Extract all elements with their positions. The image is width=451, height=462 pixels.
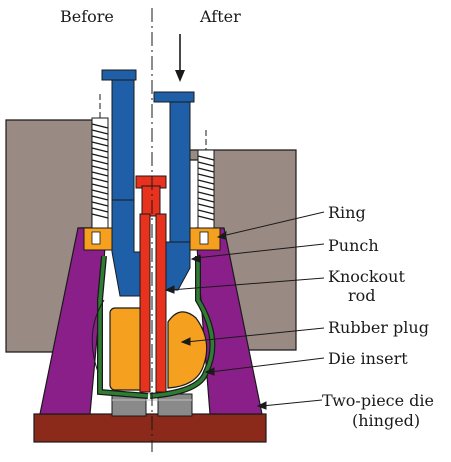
- hinged-label: (hinged): [352, 411, 421, 430]
- knockout-rod: [136, 176, 166, 392]
- base-plate: [34, 414, 266, 442]
- punch-label: Punch: [328, 236, 379, 255]
- spring-left: [92, 118, 108, 230]
- press-direction-arrow: [175, 34, 185, 82]
- spring-right: [198, 150, 214, 230]
- ring-label: Ring: [328, 203, 366, 222]
- rubber-plug-label: Rubber plug: [328, 318, 429, 337]
- knockout-label: Knockout: [328, 267, 405, 286]
- die-insert-label: Die insert: [328, 349, 408, 368]
- before-label: Before: [60, 7, 114, 26]
- after-label: After: [200, 7, 241, 26]
- two-piece-die: [40, 228, 262, 414]
- two-piece-die-label: Two-piece die: [322, 391, 435, 410]
- knockout-rod-label: rod: [348, 286, 376, 305]
